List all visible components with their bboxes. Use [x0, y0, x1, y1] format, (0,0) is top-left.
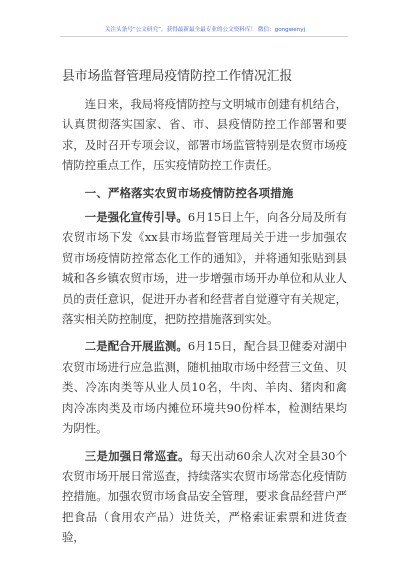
item-paragraph-2 [62, 336, 347, 438]
document-body [62, 94, 347, 555]
item-text-2: 6月15日，配合县卫健委对湖中农贸市场进行应急监测，随机抽取市场中经营三文鱼、贝类、冷冻肉类等从业人员10名，牛肉、羊肉、猪肉和禽肉冷冻肉类及市场内摊位环境共90份样本，检测结果均为阴性。 [62, 339, 347, 436]
document-title: 县市场监督管理局疫情防控工作情况汇报 [62, 69, 293, 84]
header-promo-banner: 关注头条号“公文研究”，获得最新最全最专业的公文资料库！ 微信：gongwenyj [104, 27, 306, 33]
section-heading: 一、严格落实农贸市场疫情防控各项措施 [84, 185, 294, 200]
item-text-1: 6月15日上午，向各分局及所有农贸市场下发《xx县市场监督管理局关于进一步加强农贸市场疫情防控常态化工作的通知》，并将通知张贴到县城和各乡镇农贸市场，进一步增强市场开办单位和从业人员的责任意识，促进开办者和经营者自觉遵守有关规定，落实相关防控制度，把防控措施落到实处。 [62, 210, 347, 327]
header-divider [60, 36, 348, 37]
intro-paragraph: 连日来，我局将疫情防控与文明城市创建有机结合，认真贯彻落实国家、省、市、县疫情防控工作部署和要求，及时召开专项会议，部署市场监管特别是农贸市场疫情防控重点工作，压实疫情防控工作责任。 [62, 97, 347, 173]
item-lead-3: 三是加强日常巡查。 [84, 448, 190, 463]
item-paragraph-1 [62, 207, 347, 329]
item-lead-2: 二是配合开展监测。 [84, 339, 188, 354]
item-paragraph-3 [62, 446, 347, 548]
item-lead-1: 一是强化宣传引导。 [84, 210, 188, 225]
item-text-3: 每天出动60余人次对全县30个农贸市场开展日常巡查，持续落实农贸市场常态化疫情防控措施。加强农贸市场食品安全管理，要求食品经营户严把食品（食用农产品）进货关，严格索证索票和进货查验， [62, 448, 347, 545]
